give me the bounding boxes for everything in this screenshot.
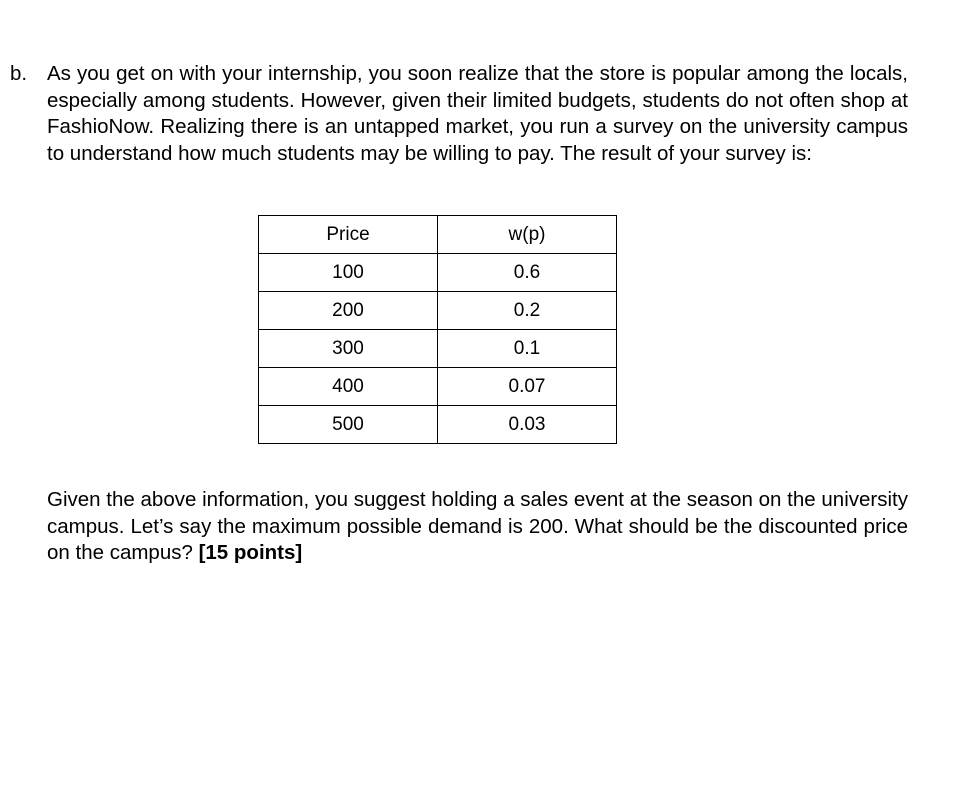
wp-header: w(p) <box>438 216 617 254</box>
question-label: b. <box>10 62 28 85</box>
price-cell: 100 <box>259 254 438 292</box>
followup-question <box>47 487 908 567</box>
price-cell: 300 <box>259 330 438 368</box>
survey-table <box>258 215 617 444</box>
wp-cell: 0.1 <box>438 330 617 368</box>
price-cell: 200 <box>259 292 438 330</box>
table-header-row <box>259 216 617 254</box>
followup-text: Given the above information, you suggest holding a sales event at the season on the university campus. Let’s say the maximum possible demand is 200. What should be the discounted price on the campus? <box>47 488 908 564</box>
table-row <box>259 292 617 330</box>
table-row <box>259 330 617 368</box>
question-text: As you get on with your internship, you soon realize that the store is popular among the locals, especially among students. However, given their limited budgets, students do not often shop at FashioNow. Realizing there is an untapped market, you run a survey on the university campus to understand how much students may be willing to pay. The result of your survey is: <box>47 62 908 165</box>
table-row <box>259 368 617 406</box>
table-row <box>259 406 617 444</box>
wp-cell: 0.07 <box>438 368 617 406</box>
price-cell: 500 <box>259 406 438 444</box>
table-row <box>259 254 617 292</box>
price-header: Price <box>259 216 438 254</box>
wp-cell: 0.6 <box>438 254 617 292</box>
price-cell: 400 <box>259 368 438 406</box>
points-label: [15 points] <box>198 541 303 564</box>
wp-cell: 0.2 <box>438 292 617 330</box>
wp-cell: 0.03 <box>438 406 617 444</box>
